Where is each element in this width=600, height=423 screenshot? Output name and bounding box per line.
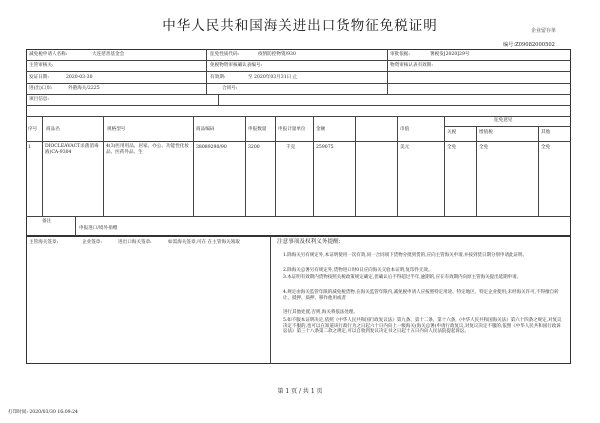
row-unit: 千克 — [286, 145, 296, 150]
header-exemption-group: 征免意见 — [494, 118, 513, 123]
note-item: 1.除海关另有规定外,本证明使用一次有效,同一合同项下货物分批到货的,应向主管海关申请,并按到货日期分别申请此证明。 — [283, 253, 528, 258]
header-spec: 规格型号 — [107, 127, 126, 132]
page-indicator: 第 1 页 / 共 1 页 — [277, 388, 323, 395]
confirm-no-label: 免税物资审核确认表编号: — [210, 63, 263, 68]
header-seq: 序号 — [28, 127, 38, 132]
form-table — [26, 49, 571, 236]
copy-label: 企业留存单 — [530, 28, 556, 34]
company-seal-label: 企业签章: — [82, 240, 102, 245]
document-number: 编号:Z09082000502 — [502, 42, 555, 48]
header-hs-code: 商品编码 — [196, 127, 215, 132]
header-qty: 申报数量 — [248, 127, 267, 132]
header-unit: 申报计量单位 — [278, 127, 306, 132]
remarks-label: 备注 — [42, 219, 52, 224]
row-customs-duty: 全免 — [447, 145, 457, 150]
port-label: 进(出)口岸: — [29, 86, 53, 91]
row-vat: 全免 — [479, 145, 489, 150]
note-item: 4.规定由海关监管年限的减免税货物,在海关监管年限内,减免税申请人应按照特定用途、特定地区、特定企业使用;未经海关许可,不得擅自转让、抵押、质押、移作他用或者 — [283, 290, 559, 301]
applicant-value: 大连慈善基金会 — [92, 52, 125, 57]
approval-value: 署税发[2020]29号 — [430, 52, 470, 57]
remarks-value: 申报进口/境外捐赠 — [79, 226, 118, 231]
note-item: 3.本证明有效期内货物按照关税政策规定确定,但确认后不得超过半年,逾期的,应在有效期内向原主管海关提出延期申请。 — [283, 275, 522, 280]
cert-label: 项目信息: — [29, 97, 49, 102]
confirm-doc-label: 物资审核认表有效期: — [390, 63, 433, 68]
port-seal-label: 进出口海关签章: — [118, 240, 152, 245]
customs-label: 主管审核关: — [29, 63, 54, 68]
row-spec: 4(3)医用用品、居家、办公、功能性化妆品、医药外品、生 — [106, 144, 189, 155]
valid-label: 有效期: — [210, 75, 226, 80]
page-title: 中华人民共和国海关进出口货物征免税证明 — [162, 18, 438, 34]
row-seq: 1 — [28, 145, 31, 150]
customs-seal-label: 主管海关签章: — [29, 240, 59, 245]
header-other: 其他 — [541, 130, 551, 135]
valid-value: 至 2020年03月31日 止 — [248, 75, 298, 80]
applicant-label: 减免税申请人名称: — [29, 52, 68, 57]
port-value: 外港海关/2225 — [68, 86, 100, 91]
approval-label: 审批依据: — [390, 52, 410, 57]
note-item: 2.除海关总署另有规定外,货物进口时0日应向海关交验本证明,复印件无效。 — [283, 268, 433, 273]
row-qty: 3200 — [248, 145, 260, 150]
row-name: DIOCLEAVACT杀菌消毒液(CA-9304 — [45, 144, 99, 155]
print-time: 打印时间: 2020/03/30 16:09:24 — [8, 410, 78, 415]
row-other: 全免 — [541, 145, 551, 150]
header-currency: 币值 — [400, 127, 410, 132]
tax-code-value: 疫情防控物资/930 — [258, 52, 296, 57]
contract-label: 合同号: — [222, 86, 238, 91]
header-amount: 金额 — [316, 127, 326, 132]
issue-date-label: 发证日期: — [29, 75, 49, 80]
row-currency: 美元 — [400, 145, 410, 150]
header-vat: 增值税 — [479, 130, 493, 135]
row-hs-code: 38089290/90 — [196, 145, 227, 150]
row-amount: 259075 — [316, 145, 334, 150]
collect-note: 如需海关签章,可在 在主管海关领取 — [168, 240, 240, 245]
notes-title: 注意事项及权利义务提醒: — [277, 239, 341, 245]
note-item: 5.如不服本证明决定,依照《中华人民共和国行政复议法》第九条、第十二条、第十六条,《中华人民共和国海关法》第六十四条之规定,对复议决定不服的,也可以在知道该行政行为之日起六十日内向上一级海关(海关总署)申请行政复议,对复议决定不服的,依照《中华人民共和国行政诉讼法》第三十八条第二款之规定,可以自收到复议决定书之日起十五日内向人民法院提起诉讼。 — [283, 318, 562, 335]
header-name: 商品名 — [46, 127, 60, 132]
issue-date-value: 2020-03-30 — [66, 75, 93, 80]
note-item: 进行其他处置,否则,海关将依法处理。 — [283, 310, 358, 315]
header-customs-duty: 关税 — [447, 130, 457, 135]
tax-code-label: 征免性质代码: — [210, 52, 240, 57]
